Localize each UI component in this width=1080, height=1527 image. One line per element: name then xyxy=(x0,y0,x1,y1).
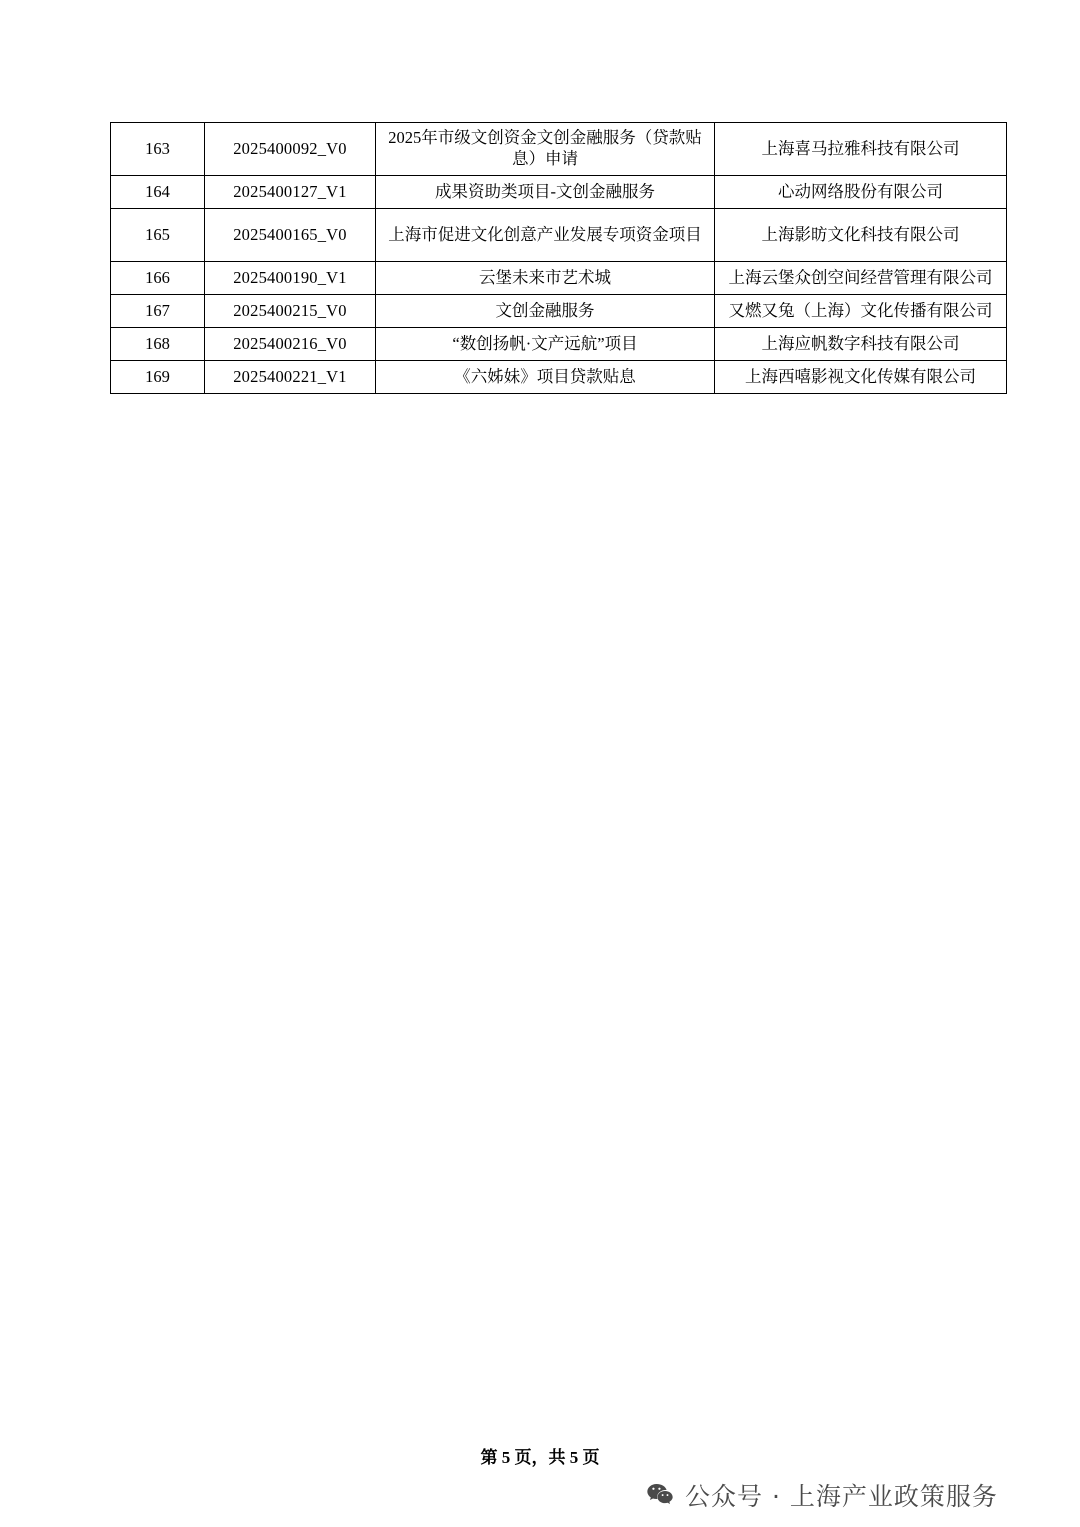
row-index: 167 xyxy=(111,295,205,328)
project-list-table xyxy=(110,122,1007,394)
watermark-text: 公众号 · 上海产业政策服务 xyxy=(685,1482,998,1511)
row-organization: 上海云堡众创空间经营管理有限公司 xyxy=(715,262,1007,295)
table-row xyxy=(111,176,1007,209)
table-row xyxy=(111,328,1007,361)
row-index: 169 xyxy=(111,361,205,394)
row-organization: 上海西嘻影视文化传媒有限公司 xyxy=(715,361,1007,394)
watermark xyxy=(645,1477,998,1513)
row-organization: 心动网络股份有限公司 xyxy=(715,176,1007,209)
row-organization: 上海应帆数字科技有限公司 xyxy=(715,328,1007,361)
row-project-code: 2025400215_V0 xyxy=(205,295,376,328)
table-row xyxy=(111,209,1007,262)
row-index: 166 xyxy=(111,262,205,295)
project-list-table-container xyxy=(110,122,993,394)
row-organization: 上海影昉文化科技有限公司 xyxy=(715,209,1007,262)
row-project-name: “数创扬帆·文产远航”项目 xyxy=(376,328,715,361)
row-project-name: 2025年市级文创资金文创金融服务（贷款贴息）申请 xyxy=(376,123,715,176)
row-project-code: 2025400165_V0 xyxy=(205,209,376,262)
row-project-code: 2025400092_V0 xyxy=(205,123,376,176)
row-project-name: 云堡未来市艺术城 xyxy=(376,262,715,295)
row-project-name: 《六姊妹》项目贷款贴息 xyxy=(376,361,715,394)
row-index: 164 xyxy=(111,176,205,209)
row-project-code: 2025400216_V0 xyxy=(205,328,376,361)
row-project-name: 文创金融服务 xyxy=(376,295,715,328)
page-footer: 第 5 页，共 5 页 xyxy=(480,1448,600,1467)
wechat-icon xyxy=(645,1480,675,1510)
table-row xyxy=(111,295,1007,328)
row-organization: 上海喜马拉雅科技有限公司 xyxy=(715,123,1007,176)
row-project-name: 上海市促进文化创意产业发展专项资金项目 xyxy=(376,209,715,262)
table-body xyxy=(111,123,1007,394)
row-index: 168 xyxy=(111,328,205,361)
row-organization: 又燃又兔（上海）文化传播有限公司 xyxy=(715,295,1007,328)
table-row xyxy=(111,361,1007,394)
row-index: 165 xyxy=(111,209,205,262)
row-project-code: 2025400127_V1 xyxy=(205,176,376,209)
row-project-name: 成果资助类项目-文创金融服务 xyxy=(376,176,715,209)
row-project-code: 2025400221_V1 xyxy=(205,361,376,394)
table-row xyxy=(111,262,1007,295)
row-project-code: 2025400190_V1 xyxy=(205,262,376,295)
row-index: 163 xyxy=(111,123,205,176)
table-row xyxy=(111,123,1007,176)
